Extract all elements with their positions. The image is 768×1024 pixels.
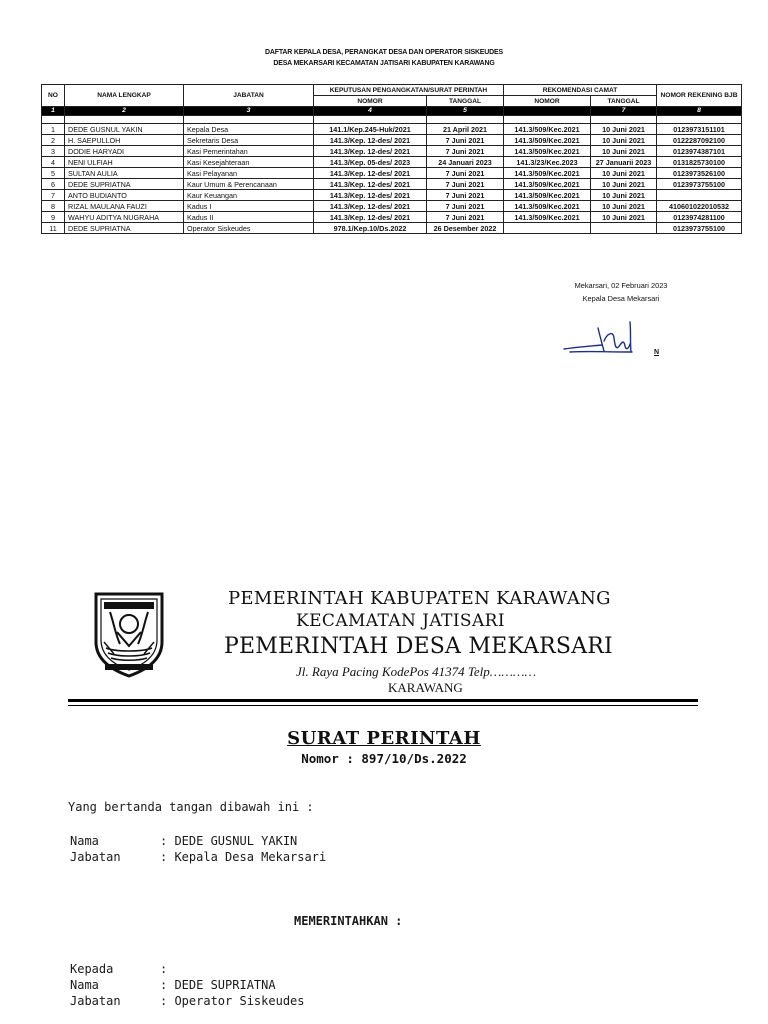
- row-rek-nomor: 141.3/23/Kec.2023: [504, 157, 591, 168]
- row-rek-tanggal: 10 Juni 2021: [591, 146, 657, 157]
- header-row: [42, 85, 742, 96]
- nama2-label: Nama: [70, 978, 99, 992]
- row-rek-nomor: 141.3/509/Kec.2021: [504, 201, 591, 212]
- row-rekening: 0123974387101: [657, 146, 742, 157]
- nama-label: Nama: [70, 834, 99, 848]
- row-jabatan: Kepala Desa: [184, 124, 314, 135]
- row-nama: SULTAN AULIA: [65, 168, 184, 179]
- table-row: [42, 168, 742, 179]
- row-rek-tanggal: 10 Juni 2021: [591, 201, 657, 212]
- memerintahkan-heading: MEMERINTAHKAN :: [294, 914, 403, 928]
- jabatan-label: Jabatan: [70, 850, 121, 864]
- header-rekomendasi: REKOMENDASI CAMAT: [504, 85, 657, 96]
- row-kep-nomor: 141.3/Kep. 12-des/ 2021: [314, 135, 427, 146]
- index-cell: 7: [591, 107, 657, 116]
- row-rekening: 0123973755100: [657, 223, 742, 234]
- row-rek-tanggal: 10 Juni 2021: [591, 190, 657, 201]
- kop-divider-thin: [68, 705, 698, 706]
- table-row: [42, 157, 742, 168]
- table-row: [42, 135, 742, 146]
- row-rek-nomor: 141.3/509/Kec.2021: [504, 135, 591, 146]
- list-title: [31, 46, 738, 68]
- row-kep-nomor: 141.3/Kep. 12-des/ 2021: [314, 179, 427, 190]
- header-kep-tanggal: TANGGAL: [427, 96, 504, 107]
- handwritten-signature: [558, 318, 658, 362]
- row-jabatan: Kadus I: [184, 201, 314, 212]
- row-no: 1: [42, 124, 65, 135]
- spacer-row: [42, 116, 742, 124]
- nama2-value: : DEDE SUPRIATNA: [160, 978, 276, 992]
- index-cell: 8: [657, 107, 742, 116]
- kop-address: Jl. Raya Pacing KodePos 41374 Telp…………: [296, 664, 537, 679]
- row-nama: ANTO BUDIANTO: [65, 190, 184, 201]
- kop-city: KARAWANG: [388, 680, 463, 695]
- row-rekening: 0122287092100: [657, 135, 742, 146]
- row-rek-nomor: 141.3/509/Kec.2021: [504, 212, 591, 223]
- header-keputusan: KEPUTUSAN PENGANGKATAN/SURAT PERINTAH: [314, 85, 504, 96]
- row-no: 6: [42, 179, 65, 190]
- row-rekening: 0123973526100: [657, 168, 742, 179]
- sign-place-date: Mekarsari, 02 Februari 2023: [574, 281, 668, 290]
- row-rek-nomor: 141.3/509/Kec.2021: [504, 146, 591, 157]
- table-row: [42, 223, 742, 234]
- row-jabatan: Kasi Pemerintahan: [184, 146, 314, 157]
- table-row: [42, 179, 742, 190]
- index-cell: 2: [65, 107, 184, 116]
- header-rek-nomor: NOMOR: [504, 96, 591, 107]
- jabatan2-value: : Operator Siskeudes: [160, 994, 305, 1008]
- row-kep-nomor: 141.3/Kep. 12-des/ 2021: [314, 212, 427, 223]
- karawang-emblem-logo: [90, 590, 168, 678]
- row-nama: H. SAEPULLOH: [65, 135, 184, 146]
- index-row: [42, 107, 742, 116]
- header-kep-nomor: NOMOR: [314, 96, 427, 107]
- officials-table: [41, 84, 742, 234]
- row-no: 7: [42, 190, 65, 201]
- row-kep-nomor: 141.3/Kep. 12-des/ 2021: [314, 201, 427, 212]
- row-rek-tanggal: 10 Juni 2021: [591, 212, 657, 223]
- kop-kecamatan: KECAMATAN JATISARI: [296, 611, 505, 631]
- row-kep-tanggal: 7 Juni 2021: [427, 190, 504, 201]
- jabatan-value: : Kepala Desa Mekarsari: [160, 850, 327, 864]
- row-nama: DODIE HARYADI: [65, 146, 184, 157]
- row-jabatan: Kasi Kesejahteraan: [184, 157, 314, 168]
- row-kep-tanggal: 7 Juni 2021: [427, 146, 504, 157]
- row-jabatan: Kaur Umum & Perencanaan: [184, 179, 314, 190]
- table-row: [42, 146, 742, 157]
- row-kep-nomor: 141.3/Kep. 12-des/ 2021: [314, 168, 427, 179]
- row-no: 9: [42, 212, 65, 223]
- row-rek-tanggal: 27 Januarii 2023: [591, 157, 657, 168]
- table-row: [42, 212, 742, 223]
- row-kep-tanggal: 7 Juni 2021: [427, 201, 504, 212]
- header-jabatan: JABATAN: [184, 85, 314, 107]
- row-kep-tanggal: 26 Desember 2022: [427, 223, 504, 234]
- row-rek-nomor: 141.3/509/Kec.2021: [504, 168, 591, 179]
- list-title-line2: DESA MEKARSARI KECAMATAN JATISARI KABUPATEN KARAWANG: [273, 58, 495, 67]
- kop-divider-thick: [68, 699, 698, 702]
- jabatan2-label: Jabatan: [70, 994, 121, 1008]
- index-cell: [504, 107, 591, 116]
- row-rek-tanggal: 10 Juni 2021: [591, 179, 657, 190]
- index-cell: 5: [427, 107, 504, 116]
- row-kep-tanggal: 7 Juni 2021: [427, 179, 504, 190]
- nama-value: : DEDE GUSNUL YAKIN: [160, 834, 298, 848]
- row-kep-tanggal: 21 April 2021: [427, 124, 504, 135]
- row-jabatan: Kasi Pelayanan: [184, 168, 314, 179]
- row-kep-tanggal: 7 Juni 2021: [427, 168, 504, 179]
- header-rekening: NOMOR REKENING BJB: [657, 85, 742, 107]
- row-rekening: 410601022010532: [657, 201, 742, 212]
- row-nama: DEDE SUPRIATNA: [65, 223, 184, 234]
- row-kep-nomor: 141.3/Kep. 12-des/ 2021: [314, 146, 427, 157]
- letter-intro: Yang bertanda tangan dibawah ini :: [68, 800, 314, 814]
- header-no: NO: [42, 85, 65, 107]
- row-no: 5: [42, 168, 65, 179]
- row-jabatan: Kadus II: [184, 212, 314, 223]
- row-kep-nomor: 141.1/Kep.245-Huk/2021: [314, 124, 427, 135]
- row-nama: NENI ULFIAH: [65, 157, 184, 168]
- row-rekening: [657, 190, 742, 201]
- kepada-value: :: [160, 962, 168, 976]
- table-row: [42, 124, 742, 135]
- list-title-line1: DAFTAR KEPALA DESA, PERANGKAT DESA DAN OPERATOR SISKEUDES: [265, 47, 503, 56]
- row-nama: DEDE GUSNUL YAKIN: [65, 124, 184, 135]
- row-rek-nomor: 141.3/509/Kec.2021: [504, 179, 591, 190]
- letter-title-text: SURAT PERINTAH: [287, 728, 481, 749]
- row-kep-nomor: 141.3/Kep. 12-des/ 2021: [314, 190, 427, 201]
- letter-number: Nomor : 897/10/Ds.2022: [301, 751, 467, 766]
- signature-block: [556, 279, 686, 305]
- row-jabatan: Kaur Keuangan: [184, 190, 314, 201]
- row-rek-nomor: [504, 223, 591, 234]
- row-rek-tanggal: 10 Juni 2021: [591, 124, 657, 135]
- kop-kabupaten: PEMERINTAH KABUPATEN KARAWANG: [228, 588, 611, 609]
- row-rek-tanggal: 10 Juni 2021: [591, 168, 657, 179]
- row-rekening: 0131825730100: [657, 157, 742, 168]
- sign-mark: N: [654, 349, 660, 356]
- row-rek-nomor: 141.3/509/Kec.2021: [504, 190, 591, 201]
- row-kep-tanggal: 24 Januari 2023: [427, 157, 504, 168]
- row-no: 4: [42, 157, 65, 168]
- row-jabatan: Sekretaris Desa: [184, 135, 314, 146]
- row-rekening: 0123973755100: [657, 179, 742, 190]
- row-jabatan: Operator Siskeudes: [184, 223, 314, 234]
- index-cell: 1: [42, 107, 65, 116]
- index-cell: 4: [314, 107, 427, 116]
- row-no: 3: [42, 146, 65, 157]
- row-rekening: 0123973151101: [657, 124, 742, 135]
- row-kep-nomor: 141.3/Kep. 05-des/ 2023: [314, 157, 427, 168]
- index-cell: 3: [184, 107, 314, 116]
- sign-role: Kepala Desa Mekarsari: [582, 294, 660, 303]
- row-kep-tanggal: 7 Juni 2021: [427, 135, 504, 146]
- row-nama: RIZAL MAULANA FAUZI: [65, 201, 184, 212]
- row-no: 8: [42, 201, 65, 212]
- row-kep-tanggal: 7 Juni 2021: [427, 212, 504, 223]
- row-rek-tanggal: [591, 223, 657, 234]
- table-row: [42, 190, 742, 201]
- officials-table-body: [42, 107, 742, 234]
- row-nama: DEDE SUPRIATNA: [65, 179, 184, 190]
- header-rek-tanggal: TANGGAL: [591, 96, 657, 107]
- table-row: [42, 201, 742, 212]
- kop-desa: PEMERINTAH DESA MEKARSARI: [224, 634, 613, 659]
- row-kep-nomor: 978.1/Kep.10/Ds.2022: [314, 223, 427, 234]
- row-no: 11: [42, 223, 65, 234]
- row-nama: WAHYU ADITYA NUGRAHA: [65, 212, 184, 223]
- row-no: 2: [42, 135, 65, 146]
- letter-title: [0, 728, 768, 749]
- row-rek-nomor: 141.3/509/Kec.2021: [504, 124, 591, 135]
- row-rekening: 0123974281100: [657, 212, 742, 223]
- kepada-label: Kepada: [70, 962, 114, 976]
- header-nama: NAMA LENGKAP: [65, 85, 184, 107]
- row-rek-tanggal: 10 Juni 2021: [591, 135, 657, 146]
